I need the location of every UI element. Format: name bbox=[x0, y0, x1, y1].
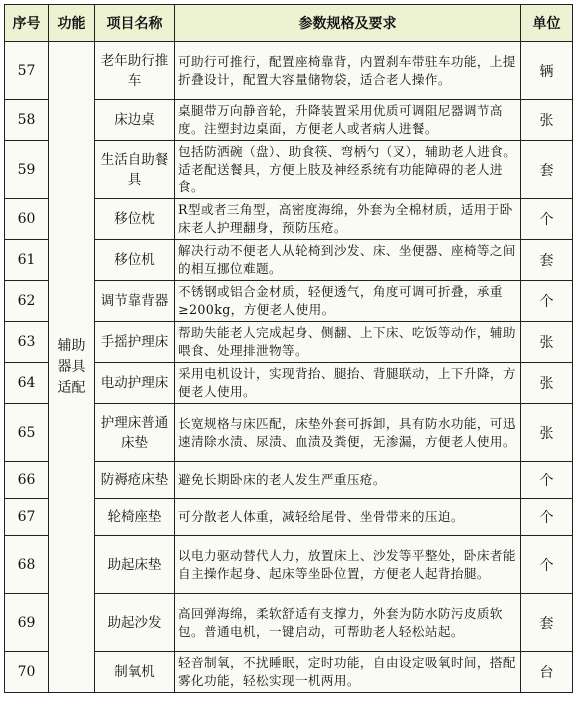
header-spec: 参数规格及要求 bbox=[175, 5, 521, 42]
spec-table bbox=[4, 4, 573, 693]
row-spec: 不锈钢或铝合金材质，轻便透气，角度可调可折叠，承重≥200kg，方便老人使用。 bbox=[175, 281, 521, 322]
row-unit: 张 bbox=[521, 404, 573, 462]
row-unit: 张 bbox=[521, 322, 573, 363]
row-unit: 套 bbox=[521, 240, 573, 281]
row-item-name: 生活自助餐具 bbox=[95, 141, 175, 199]
header-item-name: 项目名称 bbox=[95, 5, 175, 42]
row-item-name: 电动护理床 bbox=[95, 363, 175, 404]
header-num: 序号 bbox=[5, 5, 49, 42]
header-unit: 单位 bbox=[521, 5, 573, 42]
row-item-name: 调节靠背器 bbox=[95, 281, 175, 322]
row-num: 57 bbox=[5, 42, 49, 100]
header-function: 功能 bbox=[49, 5, 95, 42]
row-unit: 个 bbox=[521, 536, 573, 594]
row-item-name: 移位枕 bbox=[95, 199, 175, 240]
row-num: 62 bbox=[5, 281, 49, 322]
row-spec: 高回弹海绵，柔软舒适有支撑力，外套为防水防污皮质软包。普通电机，一键启动，可帮助老人轻松站起。 bbox=[175, 594, 521, 652]
row-num: 68 bbox=[5, 536, 49, 594]
row-unit: 套 bbox=[521, 594, 573, 652]
row-spec: 可分散老人体重，减轻给尾骨、坐骨带来的压迫。 bbox=[175, 499, 521, 536]
row-item-name: 防褥疮床垫 bbox=[95, 462, 175, 499]
row-item-name: 护理床普通床垫 bbox=[95, 404, 175, 462]
row-spec: R型或者三角型，高密度海绵，外套为全棉材质，适用于卧床老人护理翻身，预防压疮。 bbox=[175, 199, 521, 240]
row-item-name: 老年助行推车 bbox=[95, 42, 175, 100]
row-item-name: 制氧机 bbox=[95, 652, 175, 693]
row-num: 65 bbox=[5, 404, 49, 462]
row-item-name: 轮椅座垫 bbox=[95, 499, 175, 536]
row-num: 66 bbox=[5, 462, 49, 499]
row-item-name: 手摇护理床 bbox=[95, 322, 175, 363]
row-num: 64 bbox=[5, 363, 49, 404]
row-spec: 长宽规格与床匹配，床垫外套可拆卸，具有防水功能，可迅速清除水渍、尿渍、血渍及粪便，无渗漏，方便老人使用。 bbox=[175, 404, 521, 462]
row-num: 63 bbox=[5, 322, 49, 363]
row-num: 59 bbox=[5, 141, 49, 199]
row-spec: 轻音制氧，不扰睡眠，定时功能，自由设定吸氧时间，搭配雾化功能，轻松实现一机两用。 bbox=[175, 652, 521, 693]
row-num: 70 bbox=[5, 652, 49, 693]
row-spec: 解决行动不便老人从轮椅到沙发、床、坐便器、座椅等之间的相互挪位难题。 bbox=[175, 240, 521, 281]
row-unit: 套 bbox=[521, 141, 573, 199]
row-spec: 可助行可推行，配置座椅靠背，内置刹车带驻车功能，上提折叠设计，配置大容量储物袋，适合老人操作。 bbox=[175, 42, 521, 100]
row-num: 61 bbox=[5, 240, 49, 281]
row-unit: 个 bbox=[521, 462, 573, 499]
row-spec: 避免长期卧床的老人发生严重压疮。 bbox=[175, 462, 521, 499]
row-item-name: 助起床垫 bbox=[95, 536, 175, 594]
row-spec: 包括防洒碗（盘）、助食筷、弯柄勺（叉），辅助老人进食。适老配送餐具，方便上肢及神经系统有功能障碍的老人进食。 bbox=[175, 141, 521, 199]
spec-table-container bbox=[4, 4, 573, 693]
row-unit: 个 bbox=[521, 199, 573, 240]
function-group-cell: 辅助器具适配 bbox=[49, 42, 95, 693]
row-num: 60 bbox=[5, 199, 49, 240]
row-num: 67 bbox=[5, 499, 49, 536]
row-spec: 以电力驱动替代人力，放置床上、沙发等平整处，卧床者能自主操作起身、起床等坐卧位置，方便老人起背抬腿。 bbox=[175, 536, 521, 594]
row-item-name: 移位机 bbox=[95, 240, 175, 281]
table-row bbox=[5, 42, 573, 100]
row-unit: 张 bbox=[521, 363, 573, 404]
row-spec: 采用电机设计，实现背抬、腿抬、背腿联动，上下升降，方便老人使用。 bbox=[175, 363, 521, 404]
row-unit: 张 bbox=[521, 100, 573, 141]
row-item-name: 助起沙发 bbox=[95, 594, 175, 652]
row-num: 58 bbox=[5, 100, 49, 141]
row-spec: 帮助失能老人完成起身、侧翻、上下床、吃饭等动作，辅助喂食、处理排泄物等。 bbox=[175, 322, 521, 363]
row-item-name: 床边桌 bbox=[95, 100, 175, 141]
row-unit: 个 bbox=[521, 499, 573, 536]
row-unit: 台 bbox=[521, 652, 573, 693]
table-header-row bbox=[5, 5, 573, 42]
row-num: 69 bbox=[5, 594, 49, 652]
row-spec: 桌腿带万向静音轮，升降装置采用优质可调阻尼器调节高度。注塑封边桌面，方便老人或者病人进餐。 bbox=[175, 100, 521, 141]
row-unit: 辆 bbox=[521, 42, 573, 100]
row-unit: 个 bbox=[521, 281, 573, 322]
